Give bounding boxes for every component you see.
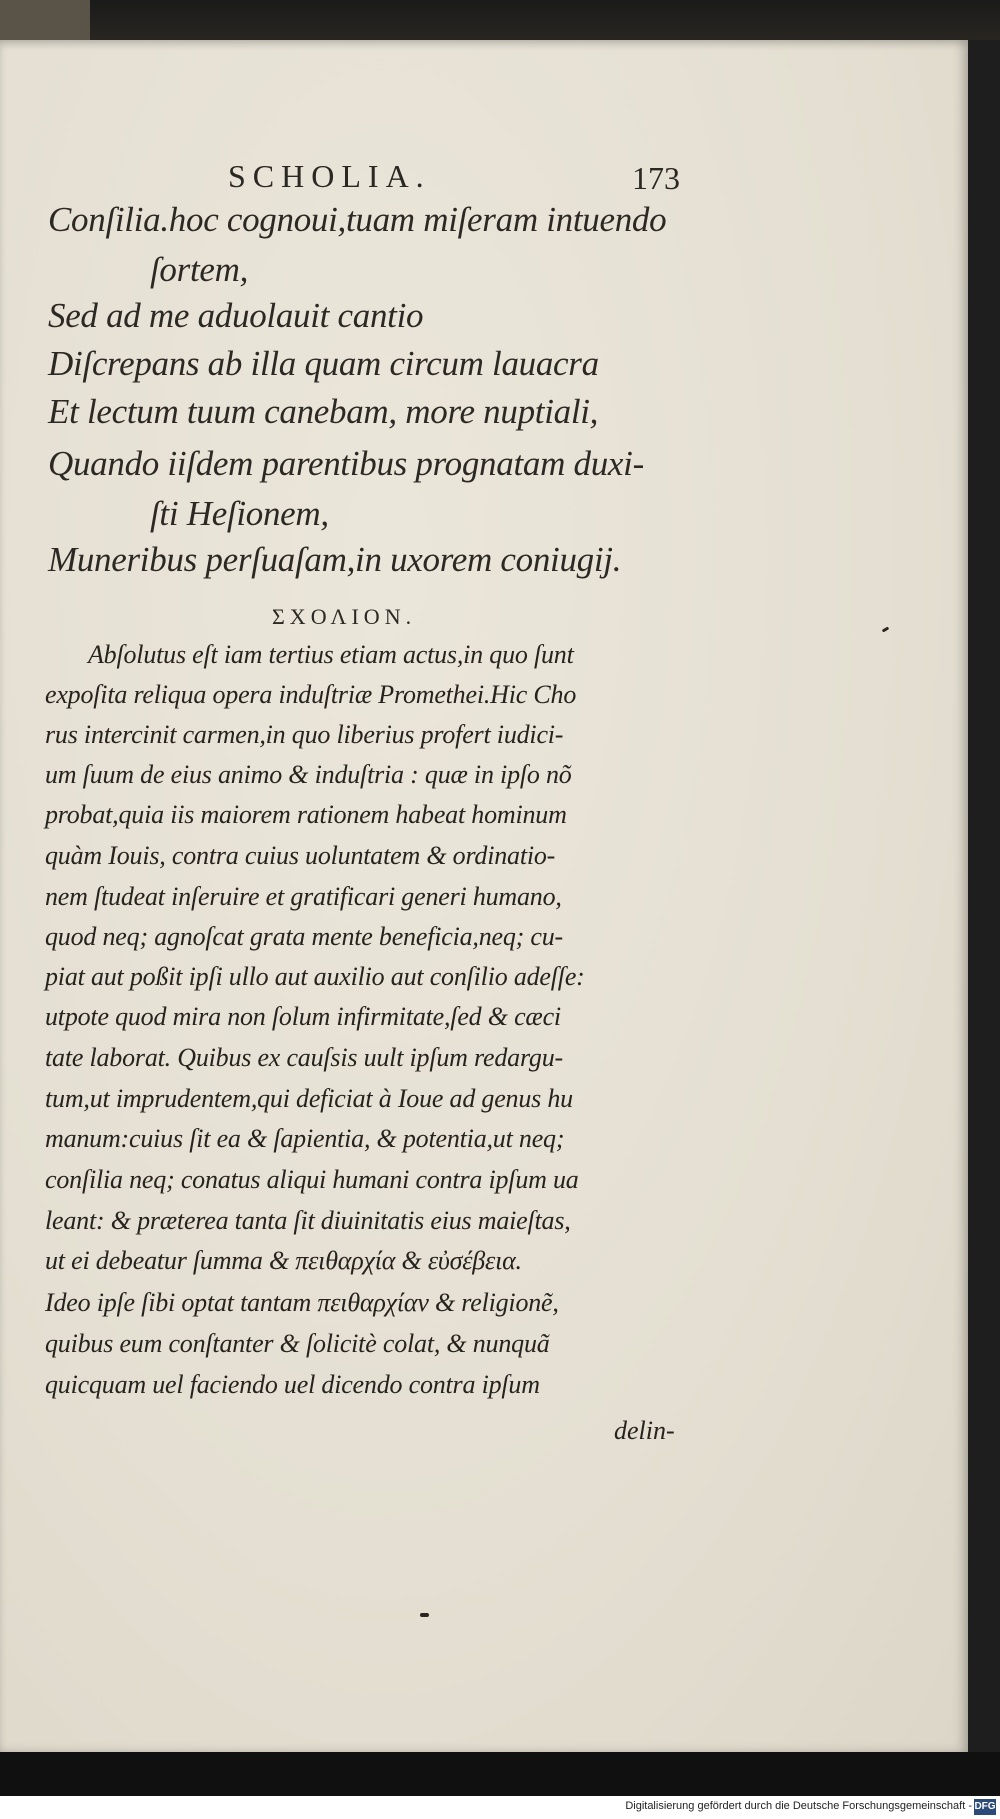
footer-credit: Digitalisierung gefördert durch die Deutsche Forschungsgemeinschaft - xyxy=(625,1800,972,1812)
scan-top-border xyxy=(0,0,1000,44)
prose-line: quod neq; agnoſcat grata mente beneficia,neq; cu- xyxy=(45,922,563,951)
prose-line: probat,quia iis maiorem rationem habeat hominum xyxy=(45,800,567,829)
verse-line: Muneribus perſuaſam,in uxorem coniugij. xyxy=(48,540,622,579)
prose-line: rus intercinit carmen,in quo liberius profert iudici- xyxy=(45,720,564,749)
prose-line: Ideo ipſe ſibi optat tantam πειθαρχίαν & religionẽ, xyxy=(45,1288,559,1317)
prose-line: nem ſtudeat inſeruire et gratificari generi humano, xyxy=(45,882,562,911)
ink-speck xyxy=(420,1613,429,1617)
catchword: delin- xyxy=(614,1416,675,1445)
verse-line: Quando iiſdem parentibus prognatam duxi- xyxy=(48,444,644,483)
scan-corner-tab xyxy=(0,0,90,44)
prose-line: tum,ut imprudentem,qui deficiat à Ioue ad genus hu xyxy=(45,1084,573,1113)
prose-line: utpote quod mira non ſolum infirmitate,ſed & cæci xyxy=(45,1002,561,1031)
scan-right-border xyxy=(968,40,1000,1752)
dfg-logo: DFG xyxy=(974,1799,996,1815)
prose-line: um ſuum de eius animo & induſtria : quæ in ipſo nõ xyxy=(45,760,572,789)
prose-line: leant: & præterea tanta ſit diuinitatis eius maieſtas, xyxy=(45,1206,571,1235)
verse-line: Sed ad me aduolauit cantio xyxy=(48,296,424,335)
prose-line: quàm Iouis, contra cuius uoluntatem & ordinatio- xyxy=(45,841,556,870)
prose-line: expoſita reliqua opera induſtriæ Promethei.Hic Cho xyxy=(45,680,577,709)
page-number: 173 xyxy=(632,160,680,196)
prose-line: Abſolutus eſt iam tertius etiam actus,in quo ſunt xyxy=(88,640,574,669)
verse-line: Et lectum tuum canebam, more nuptiali, xyxy=(48,392,599,431)
prose-line: tate laborat. Quibus ex cauſsis uult ipſum redargu- xyxy=(45,1043,563,1072)
verse-line: ſortem, xyxy=(150,250,249,289)
prose-line: piat aut poßit ipſi ullo aut auxilio aut conſilio adeſſe: xyxy=(45,962,585,991)
running-head: SCHOLIA. xyxy=(228,158,431,194)
verse-line: ſti Heſionem, xyxy=(150,494,329,533)
prose-line: conſilia neq; conatus aliqui humani contra ipſum ua xyxy=(45,1165,579,1194)
prose-line: quibus eum conſtanter & ſolicitè colat, & nunquã xyxy=(45,1329,550,1358)
scan-bottom-border xyxy=(0,1752,1000,1796)
prose-line: ut ei debeatur ſumma & πειθαρχία & εὐσέβεια. xyxy=(45,1246,522,1275)
prose-line: quicquam uel faciendo uel dicendo contra ipſum xyxy=(45,1370,540,1399)
scholion-title: ΣΧΟΛΙΟΝ. xyxy=(272,604,417,629)
verse-line: Conſilia.hoc cognoui,tuam miſeram intuendo xyxy=(48,200,667,239)
verse-line: Diſcrepans ab illa quam circum lauacra xyxy=(48,344,599,383)
digitization-footer xyxy=(0,1796,1000,1819)
prose-line: manum:cuius ſit ea & ſapientia, & potentia,ut neq; xyxy=(45,1124,565,1153)
